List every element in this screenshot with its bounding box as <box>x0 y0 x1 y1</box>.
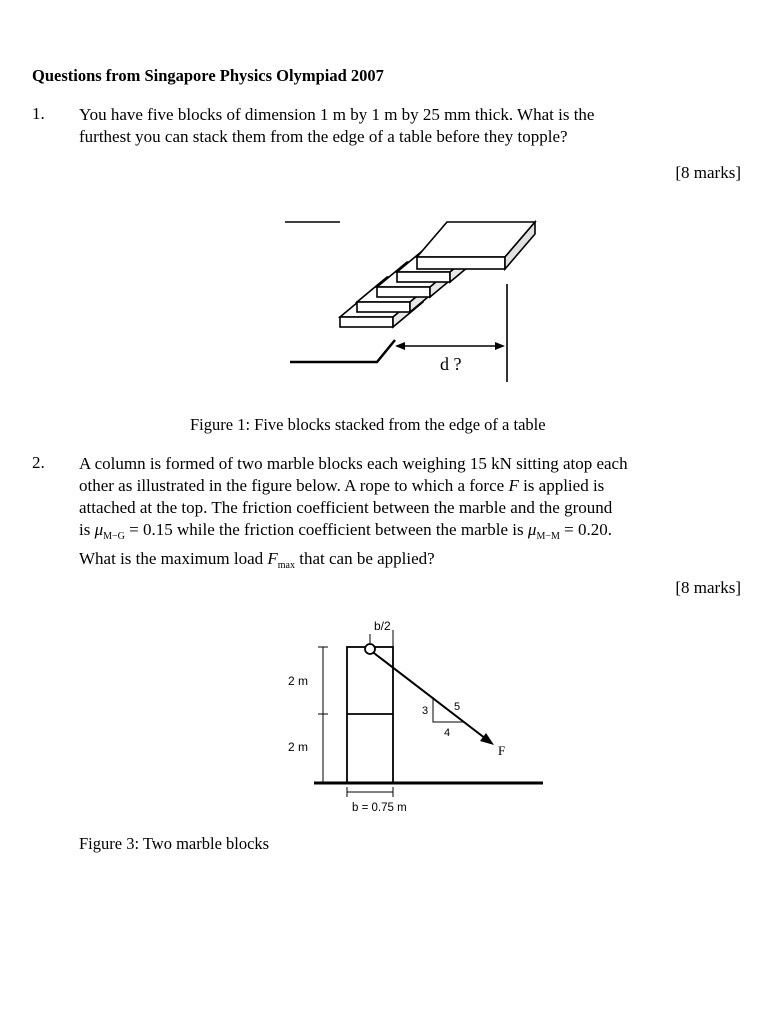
mu-mg-value: = 0.15 <box>129 520 173 539</box>
question-2-line-2-b: is applied is <box>523 476 605 495</box>
figure-3-marble-blocks <box>268 612 548 817</box>
question-2-text <box>79 453 749 577</box>
question-2-number: 2. <box>32 453 45 472</box>
question-1-line-2: furthest you can stack them from the edge of a table before they topple? <box>79 127 568 146</box>
question-2-line-5-b: that can be applied? <box>299 549 435 568</box>
page-title: Questions from Singapore Physics Olympiad 2007 <box>32 66 384 85</box>
figure-1-stacked-blocks <box>285 212 545 392</box>
figure-1-d-label: d ? <box>440 354 462 374</box>
figure-3-top-height-label: 2 m <box>288 674 309 688</box>
question-2-line-4 <box>79 519 749 548</box>
figure-3-bottom-height-label: 2 m <box>288 740 309 754</box>
question-2-line-1: A column is formed of two marble blocks each weighing 15 kN sitting atop each <box>79 454 628 473</box>
figure-1-table-edge <box>290 340 395 362</box>
force-symbol: F <box>508 476 519 495</box>
figure-1-block-5 <box>417 222 535 269</box>
question-1-number: 1. <box>32 104 45 123</box>
question-2-line-5-a: What is the maximum load <box>79 549 264 568</box>
question-2-line-2-a: other as illustrated in the figure below. A rope to which a force <box>79 476 505 495</box>
figure-3-base-label: b = 0.75 m <box>352 802 407 814</box>
question-2-line-2 <box>79 475 749 497</box>
fmax-symbol: F <box>267 549 278 568</box>
figure-3-slope-3: 3 <box>422 705 429 717</box>
question-1-marks: [8 marks] <box>675 163 741 182</box>
figure-3-force-label: F <box>498 743 506 758</box>
question-2-line-3: attached at the top. The friction coefficient between the marble and the ground <box>79 498 613 517</box>
fmax-subscript: max <box>277 560 295 571</box>
figure-3-slope-5: 5 <box>454 701 461 713</box>
figure-1-caption: Figure 1: Five blocks stacked from the edge of a table <box>190 415 546 434</box>
mu-mg-subscript: M−G <box>103 531 125 542</box>
mu-mm-value: = 0.20. <box>564 520 612 539</box>
figure-3-caption: Figure 3: Two marble blocks <box>79 834 270 853</box>
mu-mg-symbol: μ <box>94 520 104 539</box>
figure-3-b-half-label: b/2 <box>374 619 391 633</box>
figure-3-slope-4: 4 <box>444 727 451 739</box>
question-2-marks: [8 marks] <box>675 578 741 597</box>
mu-mm-symbol: μ <box>527 520 537 539</box>
figure-3-pulley <box>365 644 375 654</box>
question-1-line-1: You have five blocks of dimension 1 m by 1 m by 25 mm thick. What is the <box>79 105 595 124</box>
question-1-text <box>79 104 749 148</box>
figure-3-rope <box>370 650 490 742</box>
question-2-line-4-b: while the friction coefficient between the marble is <box>177 520 524 539</box>
question-2-line-5 <box>79 548 749 577</box>
question-2-line-4-a: is <box>79 520 91 539</box>
figure-3-column <box>347 647 393 783</box>
mu-mm-subscript: M−M <box>536 531 560 542</box>
